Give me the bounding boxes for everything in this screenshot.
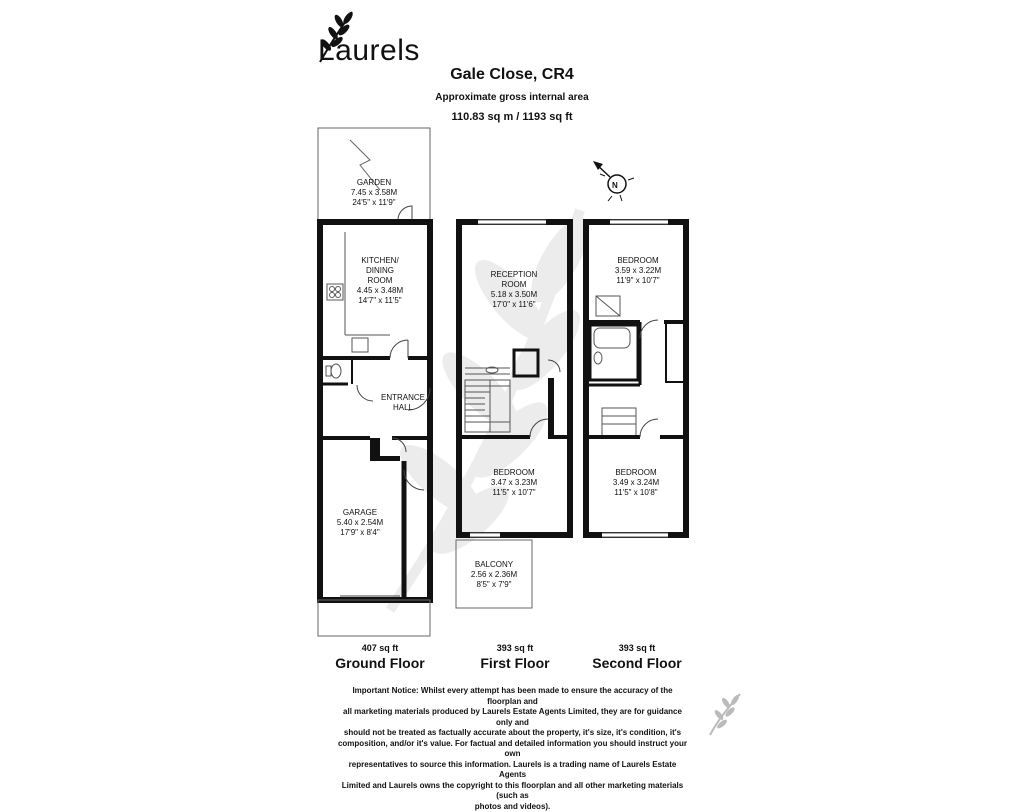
bedroom3-imperial: 11'5" x 10'8" — [594, 488, 678, 498]
important-notice — [335, 686, 690, 812]
bedroom2-imperial: 11'9" x 10'7" — [596, 276, 680, 286]
reception-imperial: 17'0" x 11'6" — [474, 300, 554, 310]
area-value: 110.83 sq m / 1193 sq ft — [0, 111, 1024, 123]
notice-line: composition, and/or it's value. For factual and detailed information you should instruct your own — [335, 739, 690, 760]
entrance-name1: ENTRANCE — [378, 393, 428, 403]
ground-floor-area: 407 sq ft — [330, 643, 430, 653]
balcony-name: BALCONY — [456, 560, 532, 570]
bedroom1-label — [474, 468, 554, 498]
second-floor-name: Second Floor — [577, 655, 697, 671]
reception-metric: 5.18 x 3.50M — [474, 290, 554, 300]
balcony-metric: 2.56 x 2.36M — [456, 570, 532, 580]
notice-line: all marketing materials produced by Laurels Estate Agents Limited, they are for guidance only and — [335, 707, 690, 728]
bedroom1-name: BEDROOM — [474, 468, 554, 478]
kitchen-name2: DINING — [340, 266, 420, 276]
brand-name: Laurels — [318, 34, 420, 68]
entrance-name2: HALL — [378, 403, 428, 413]
first-floor-area: 393 sq ft — [465, 643, 565, 653]
ground-floor-name: Ground Floor — [320, 655, 440, 671]
notice-line: photos and videos). — [335, 802, 690, 812]
compass-letter: N — [612, 181, 618, 190]
bedroom3-metric: 3.49 x 3.24M — [594, 478, 678, 488]
bedroom2-name: BEDROOM — [596, 256, 680, 266]
notice-line: Limited and Laurels owns the copyright to this floorplan and all other marketing materials (such as — [335, 781, 690, 802]
bedroom2-label — [596, 256, 680, 286]
garage-imperial: 17'9" x 8'4" — [320, 528, 400, 538]
bedroom2-metric: 3.59 x 3.22M — [596, 266, 680, 276]
kitchen-metric: 4.45 x 3.48M — [340, 286, 420, 296]
property-title: Gale Close, CR4 — [0, 66, 1024, 84]
garage-name: GARAGE — [320, 508, 400, 518]
kitchen-imperial: 14'7" x 11'5" — [340, 296, 420, 306]
reception-name2: ROOM — [474, 280, 554, 290]
reception-name1: RECEPTION — [474, 270, 554, 280]
balcony-imperial: 8'5" x 7'9" — [456, 580, 532, 590]
notice-line: representatives to source this information. Laurels is a trading name of Laurels Estate Agents — [335, 760, 690, 781]
area-label: Approximate gross internal area — [0, 92, 1024, 103]
kitchen-name3: ROOM — [340, 276, 420, 286]
garden-label — [318, 178, 430, 208]
kitchen-name1: KITCHEN/ — [340, 256, 420, 266]
notice-line: Important Notice: Whilst every attempt has been made to ensure the accuracy of the floorplan and — [335, 686, 690, 707]
balcony-label — [456, 560, 532, 590]
bedroom1-imperial: 11'5" x 10'7" — [474, 488, 554, 498]
entrance-hall-label — [378, 393, 428, 413]
bedroom1-metric: 3.47 x 3.23M — [474, 478, 554, 488]
kitchen-label — [340, 256, 420, 306]
garage-metric: 5.40 x 2.54M — [320, 518, 400, 528]
garden-name: GARDEN — [318, 178, 430, 188]
reception-label — [474, 270, 554, 310]
notice-line: should not be treated as factually accurate about the property, it's size, it's condition, it's — [335, 728, 690, 739]
small-leaf-icon — [710, 694, 740, 735]
garden-imperial: 24'5" x 11'9" — [318, 198, 430, 208]
bedroom3-label — [594, 468, 678, 498]
garden-metric: 7.45 x 3.58M — [318, 188, 430, 198]
second-floor-area: 393 sq ft — [587, 643, 687, 653]
bedroom3-name: BEDROOM — [594, 468, 678, 478]
garage-label — [320, 508, 400, 538]
first-floor-name: First Floor — [455, 655, 575, 671]
